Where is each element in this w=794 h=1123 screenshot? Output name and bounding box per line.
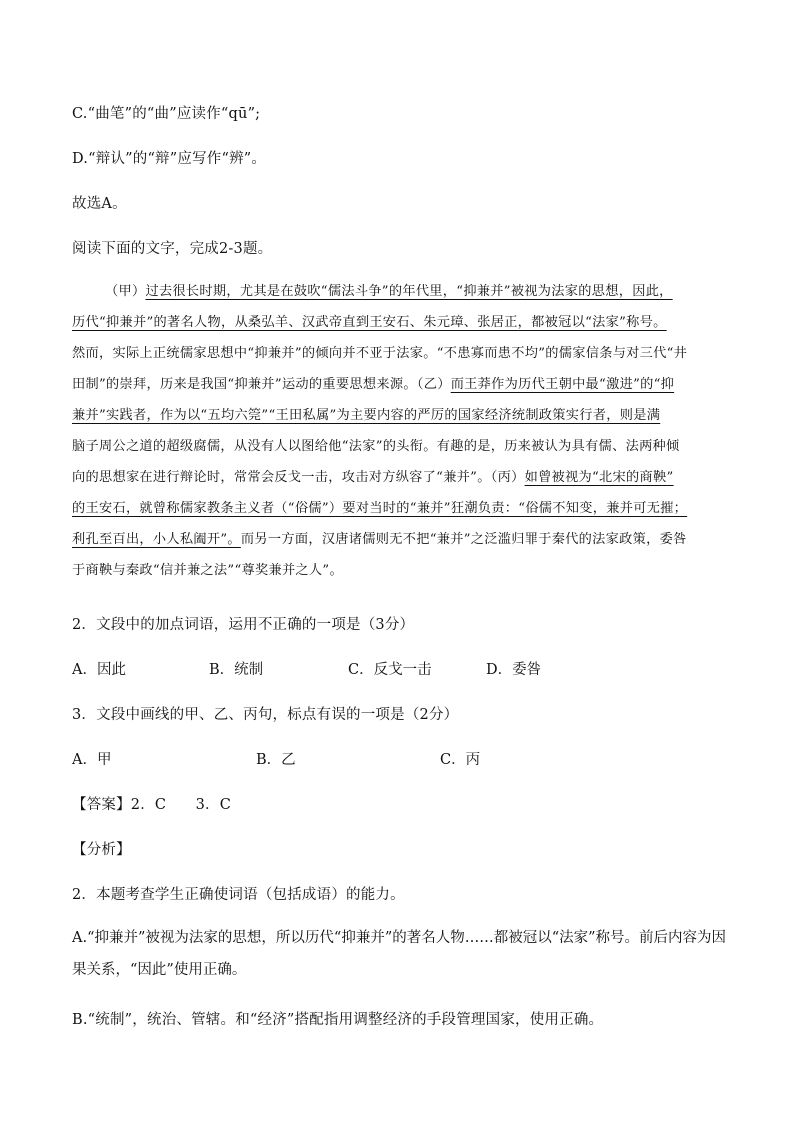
- passage-line: 脑子周公之道的超级腐儒，从没有人以图给他“法家”的头衔。有趣的是，历来被认为具有儒、法两种倾: [72, 439, 680, 454]
- reading-passage: [72, 276, 728, 586]
- underlined-sentence-jia: 过去很长时期，尤其是在鼓吹“儒法斗争”的年代里，“抑兼并”被视为法家的思想，因此，: [145, 284, 673, 299]
- q2-option-d: D．委咎: [486, 662, 542, 678]
- q3-option-a: A．甲: [72, 752, 112, 768]
- question-2-stem: 2．文段中的加点词语，运用不正确的一项是（3分）: [72, 617, 415, 633]
- prev-conclusion: 故选A。: [72, 196, 127, 212]
- q2-option-c: C．反戈一击: [348, 662, 432, 678]
- passage-line: [72, 276, 728, 307]
- passage-text: 而另一方面，汉唐诸儒则无不把“兼并”之泛滥归罪于秦代的法家政策，委咎: [240, 532, 687, 547]
- passage-line: [72, 369, 728, 400]
- passage-text: （甲）: [105, 284, 146, 299]
- underlined-sentence-bing: 利孔至百出，小人私阖开”。: [72, 532, 241, 547]
- passage-text: 向的思想家在进行辩论时，常常会反戈一击，攻击对方纵容了“兼并”。（丙）: [72, 470, 525, 485]
- passage-line: [72, 493, 728, 524]
- underlined-sentence-bing: 如曾被视为“北宋的商鞅”: [524, 470, 674, 485]
- passage-line: 然而，实际上正统儒家思想中“抑兼并”的倾向并不亚于法家。“不患寡而患不均”的儒家信条与对三代“井: [72, 346, 688, 361]
- underlined-sentence-yi: 而王莽作为历代王朝中最“激进”的“抑: [450, 377, 675, 392]
- underlined-sentence-yi: 兼并”实践者，作为以“五均六筦”“王田私属”为主要内容的严厉的国家经济统制政策实行者，则是满: [72, 408, 661, 423]
- underlined-sentence-jia: 历代“抑兼并”的著名人物，从桑弘羊、汉武帝直到王安石、朱元璋、张居正，都被冠以“法家”称号。: [72, 315, 667, 330]
- question-3-stem: 3．文段中画线的甲、乙、丙句，标点有误的一项是（2分）: [72, 707, 459, 723]
- q2-option-a: A．因此: [72, 662, 126, 678]
- passage-line: [72, 462, 728, 493]
- passage-line: [72, 307, 728, 338]
- passage-text: 田制”的崇拜，历来是我国“抑兼并”运动的重要思想来源。（乙）: [72, 377, 451, 392]
- q3-option-c: C．丙: [440, 752, 481, 768]
- analysis-paragraph-3: B.“统制”，统治、管辖。和“经济”搭配指用调整经济的手段管理国家，使用正确。: [72, 1012, 604, 1028]
- q3-option-b: B．乙: [256, 752, 296, 768]
- analysis-paragraph-2: A.“抑兼并”被视为法家的思想，所以历代“抑兼并”的著名人物……都被冠以“法家”称号。前后内容为因果关系，“因此”使用正确。: [72, 930, 727, 978]
- prev-option-d: D.“辩认”的“辩”应写作“辨”。: [72, 151, 267, 167]
- prev-option-c: C.“曲笔”的“曲”应读作“qū”;: [72, 106, 261, 122]
- passage-line: 于商鞅与秦政“信并兼之法”“尊奖兼并之人”。: [72, 563, 343, 578]
- underlined-sentence-bing: 的王安石，就曾称儒家教条主义者（“俗儒”）要对当时的“兼并”狂潮负责：“俗儒不知变，兼并可无摧；: [72, 501, 688, 516]
- passage-line: [72, 524, 728, 555]
- section-intro: 阅读下面的文字，完成2-3题。: [72, 241, 273, 257]
- analysis-title: 【分析】: [72, 842, 131, 858]
- analysis-paragraph-1: 2．本题考查学生正确使词语（包括成语）的能力。: [72, 887, 405, 903]
- answer-line: 【答案】2．C 3．C: [72, 797, 232, 813]
- q2-option-b: B．统制: [209, 662, 264, 678]
- passage-line: [72, 400, 728, 431]
